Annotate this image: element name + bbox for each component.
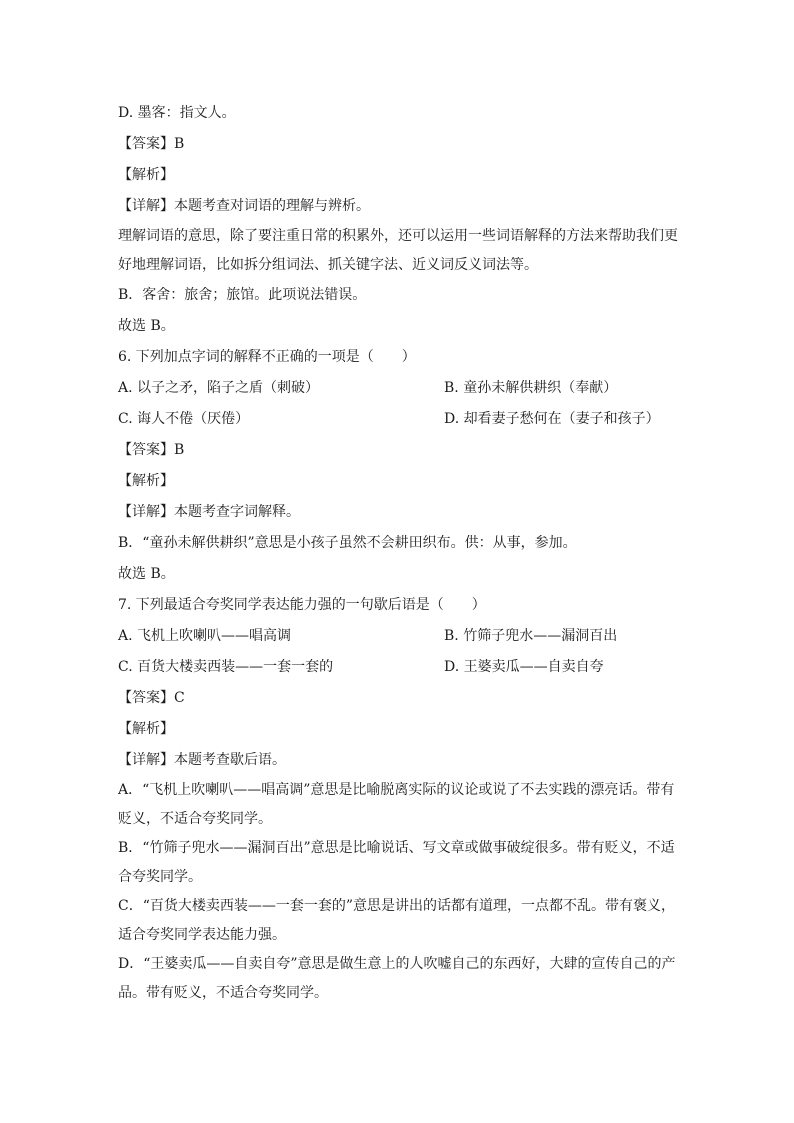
q6-explanation: B．“童孙未解供耕织”意思是小孩子虽然不会耕田织布。供：从事，参加。	[118, 535, 577, 551]
q5-option-d: D. 墨客：指文人。	[118, 105, 236, 121]
q7-detail	[118, 745, 678, 776]
detail-label: 【详解】	[118, 752, 174, 768]
detail-text: 本题考查对词语的理解与辨析。	[174, 198, 370, 214]
q7-analysis-label: 【解析】	[118, 721, 174, 737]
q5-analysis-label: 【解析】	[118, 167, 174, 183]
document-page	[118, 98, 678, 1008]
q6-analysis-label: 【解析】	[118, 473, 174, 489]
q6-option-d: D. 却看妻子愁何在（妻子和孩子）	[444, 411, 660, 427]
q6-option-c: C. 诲人不倦（厌倦）	[118, 411, 250, 427]
answer-label: 【答案】	[118, 442, 174, 458]
q6-conclusion: 故选 B。	[118, 566, 175, 582]
q7-options-row-1	[118, 621, 678, 652]
q7-answer	[118, 683, 678, 714]
answer-value: C	[174, 690, 185, 706]
q7-explanation-b: B．“竹筛子兜水——漏洞百出”意思是比喻说话、写文章或做事破绽很多。带有贬义，不适合夸奖同学。	[118, 840, 675, 885]
q7-stem: 7. 下列最适合夸奖同学表达能力强的一句歇后语是（ ）	[118, 597, 486, 613]
q7-option-b: B. 竹筛子兜水——漏洞百出	[444, 628, 618, 644]
q5-conclusion: 故选 B。	[118, 318, 175, 334]
q5-answer	[118, 129, 678, 160]
q6-option-b: B. 童孙未解供耕织（奉献）	[444, 380, 618, 396]
q6-options-row-1	[118, 373, 678, 404]
q7-option-c: C. 百货大楼卖西装——一套一套的	[118, 659, 334, 675]
detail-label: 【详解】	[118, 504, 174, 520]
q7-explanation-a: A．“飞机上吹喇叭——唱高调”意思是比喻脱离实际的议论或说了不去实践的漂亮话。带有贬义，不适合夸奖同学。	[118, 782, 675, 827]
q6-answer	[118, 435, 678, 466]
q6-detail	[118, 497, 678, 528]
q5-detail	[118, 191, 678, 222]
answer-label: 【答案】	[118, 136, 174, 152]
q6-stem: 6. 下列加点字词的解释不正确的一项是（ ）	[118, 349, 416, 365]
answer-label: 【答案】	[118, 690, 174, 706]
q7-options-row-2	[118, 652, 678, 683]
detail-text: 本题考查歇后语。	[174, 752, 286, 768]
detail-text: 本题考查字词解释。	[174, 504, 300, 520]
answer-value: B	[174, 136, 185, 152]
q7-option-d: D. 王婆卖瓜——自卖自夸	[444, 659, 604, 675]
q6-options-row-2	[118, 404, 678, 435]
q6-option-a: A. 以子之矛，陷子之盾（刺破）	[118, 380, 320, 396]
detail-label: 【详解】	[118, 198, 174, 214]
q5-explanation-para: 理解词语的意思，除了要注重日常的积累外，还可以运用一些词语解释的方法来帮助我们更好地理解词语，比如拆分组词法、抓关键字法、近义词反义词法等。	[118, 228, 678, 273]
q5-option-b-explanation: B．客舍：旅舍；旅馆。此项说法错误。	[118, 287, 367, 303]
answer-value: B	[174, 442, 185, 458]
q7-option-a: A. 飞机上吹喇叭——唱高调	[118, 628, 292, 644]
q7-explanation-c: C．“百货大楼卖西装——一套一套的”意思是讲出的话都有道理，一点都不乱。带有褒义，适合夸奖同学表达能力强。	[118, 898, 676, 943]
q7-explanation-d: D．“王婆卖瓜——自卖自夸”意思是做生意上的人吹嘘自己的东西好，大肆的宣传自己的产品。带有贬义，不适合夸奖同学。	[118, 956, 676, 1001]
